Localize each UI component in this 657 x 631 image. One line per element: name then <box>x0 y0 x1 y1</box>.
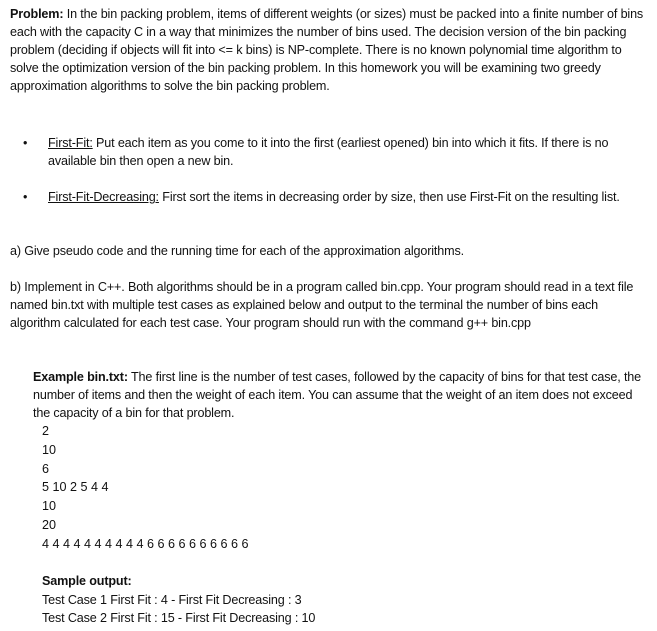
example-line-6: 20 <box>42 518 57 532</box>
problem-paragraph <box>10 5 650 95</box>
example-text: The first line is the number of test cases, followed by the capacity of bins for that test case, the number of items and then the weight of each item. You can assume that the weight of an item does not exceed the capacity of a bin for that problem. <box>33 370 641 420</box>
example-line-2: 10 <box>42 443 57 457</box>
sample-output-label-text: Sample output: <box>42 574 132 588</box>
part-b-paragraph: b) Implement in C++. Both algorithms should be in a program called bin.cpp. Your program should read in a text file named bin.txt with multiple test cases as explained below and output to the terminal the number of bins each algorithm calculated for each test case. Your program should run with the command g++ bin.cpp <box>10 280 634 330</box>
bullet-first-fit-text <box>48 134 628 170</box>
first-fit-description: Put each item as you come to it into the first (earliest opened) bin into which it fits. If there is no available bin then open a new bin. <box>48 136 609 168</box>
example-label: Example bin.txt: <box>33 370 128 384</box>
bullet-dot-icon: • <box>23 136 28 150</box>
bullet-dot-icon: • <box>23 190 28 204</box>
part-a-paragraph: a) Give pseudo code and the running time for each of the approximation algorithms. <box>10 244 464 258</box>
first-fit-term: First-Fit: <box>48 136 93 150</box>
sample-output-label <box>42 572 602 590</box>
problem-label: Problem: <box>10 7 64 21</box>
problem-text: In the bin packing problem, items of different weights (or sizes) must be packed into a finite number of bins each with the capacity C in a way that minimizes the number of bins used. The decision version of the bin packing problem (deciding if objects will fit into <= k bins) is NP-complete. There is no known polynomial time algorithm to solve the optimization version of the bin packing problem. In this homework you will be examining two greedy approximation algorithms to solve the bin packing problem. <box>10 7 644 93</box>
sample-output-line-2: Test Case 2 First Fit : 15 - First Fit Decreasing : 10 <box>42 611 316 625</box>
example-line-5: 10 <box>42 499 57 513</box>
example-paragraph <box>33 368 649 422</box>
bullet-ffd-text <box>48 188 628 206</box>
example-line-3: 6 <box>42 462 50 476</box>
example-line-7: 4 4 4 4 4 4 4 4 4 4 6 6 6 6 6 6 6 6 6 6 <box>42 537 249 551</box>
example-line-1: 2 <box>42 424 50 438</box>
first-fit-decreasing-term: First-Fit-Decreasing: <box>48 190 159 204</box>
first-fit-decreasing-description: First sort the items in decreasing order by size, then use First-Fit on the resulting list. <box>158 190 620 204</box>
sample-output-line-1: Test Case 1 First Fit : 4 - First Fit Decreasing : 3 <box>42 593 302 607</box>
example-line-4: 5 10 2 5 4 4 <box>42 480 109 494</box>
